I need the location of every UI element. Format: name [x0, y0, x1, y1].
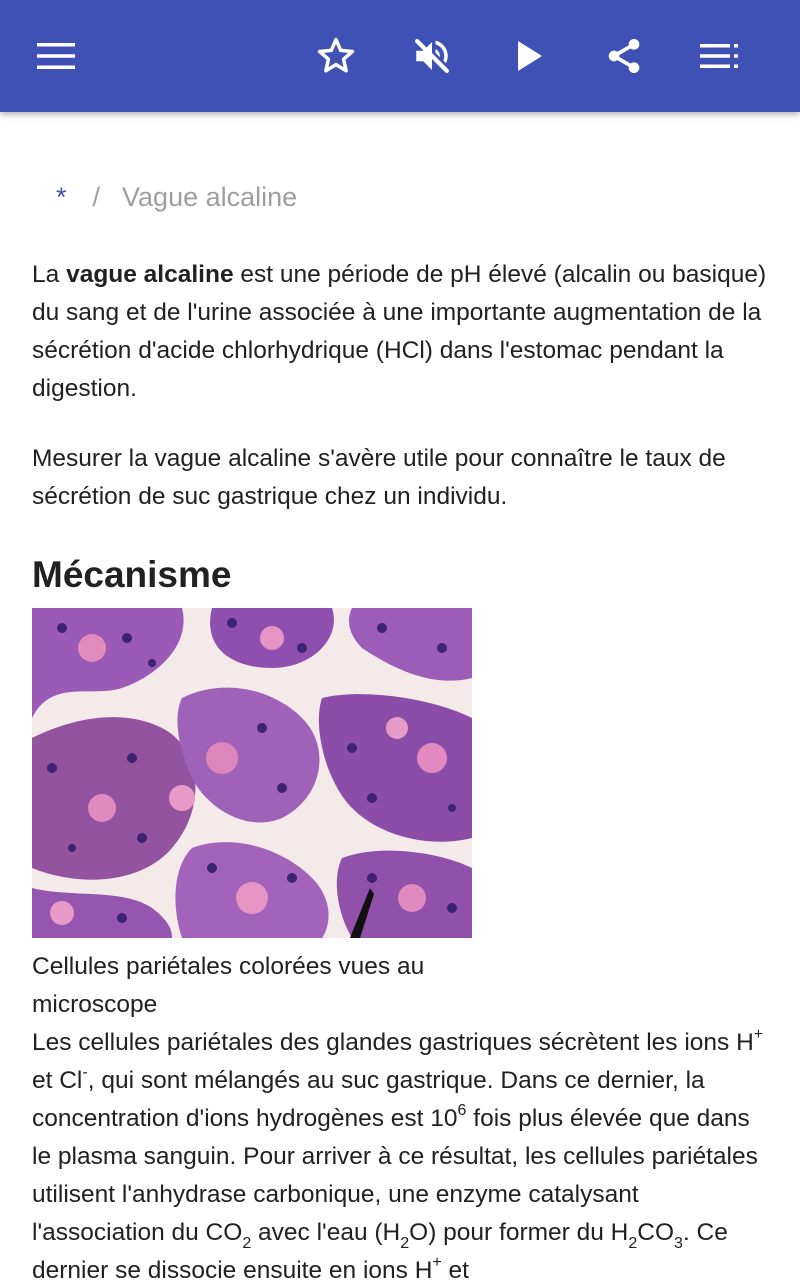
- image-caption: Cellules pariétales colorées vues au microscope: [32, 953, 425, 1018]
- second-paragraph: Mesurer la vague alcaline s'avère utile pour connaître le taux de sécrétion de suc gastrique chez un individu.: [32, 445, 726, 510]
- mute-button[interactable]: [404, 28, 460, 84]
- term-bold: vague alcaline: [66, 261, 234, 288]
- share-icon: [604, 35, 644, 77]
- hamburger-menu-icon: [37, 42, 75, 70]
- parietal-cells-image[interactable]: [32, 608, 472, 938]
- play-icon: [516, 40, 544, 72]
- list-icon: [700, 43, 740, 69]
- breadcrumb-current: Vague alcaline: [122, 182, 298, 212]
- star-outline-icon: [315, 35, 357, 77]
- breadcrumb-separator: /: [92, 182, 101, 212]
- share-button[interactable]: [596, 28, 652, 84]
- volume-off-icon: [411, 35, 453, 77]
- intro-paragraph: La vague alcaline est une période de pH élevé (alcalin ou basique) du sang et de l'urine associée à une importante augmentation de la sécrétion d'acide chlorhydrique (HCl) dans l'estomac pendant la digestion.: [32, 261, 767, 402]
- menu-button[interactable]: [28, 28, 84, 84]
- favorite-button[interactable]: [308, 28, 364, 84]
- app-toolbar: [0, 0, 800, 112]
- play-button[interactable]: [502, 28, 558, 84]
- breadcrumb: [56, 182, 297, 213]
- article-content: [0, 112, 800, 1280]
- mechanism-paragraph: Les cellules pariétales des glandes gastriques sécrètent les ions H+ et Cl-, qui sont mélangés au suc gastrique. Dans ce dernier, la concentration d'ions hydrogènes est $10^6$ fois plus élevée que dans le plasma sanguin. Pour arriver à ce résultat, les cellules pariétales utilisent l'anhydrase carbonique, une enzyme catalysant l'association du $CO_2$ avec l'eau $(H_2O)$ pour former du $H_2CO_3$. Ce dernier se dissocie ensuite en ions H+ et: [32, 1025, 764, 1280]
- section-heading: Mécanisme: [32, 554, 232, 595]
- table-of-contents-button[interactable]: [692, 28, 748, 84]
- breadcrumb-home-link[interactable]: *: [56, 182, 67, 212]
